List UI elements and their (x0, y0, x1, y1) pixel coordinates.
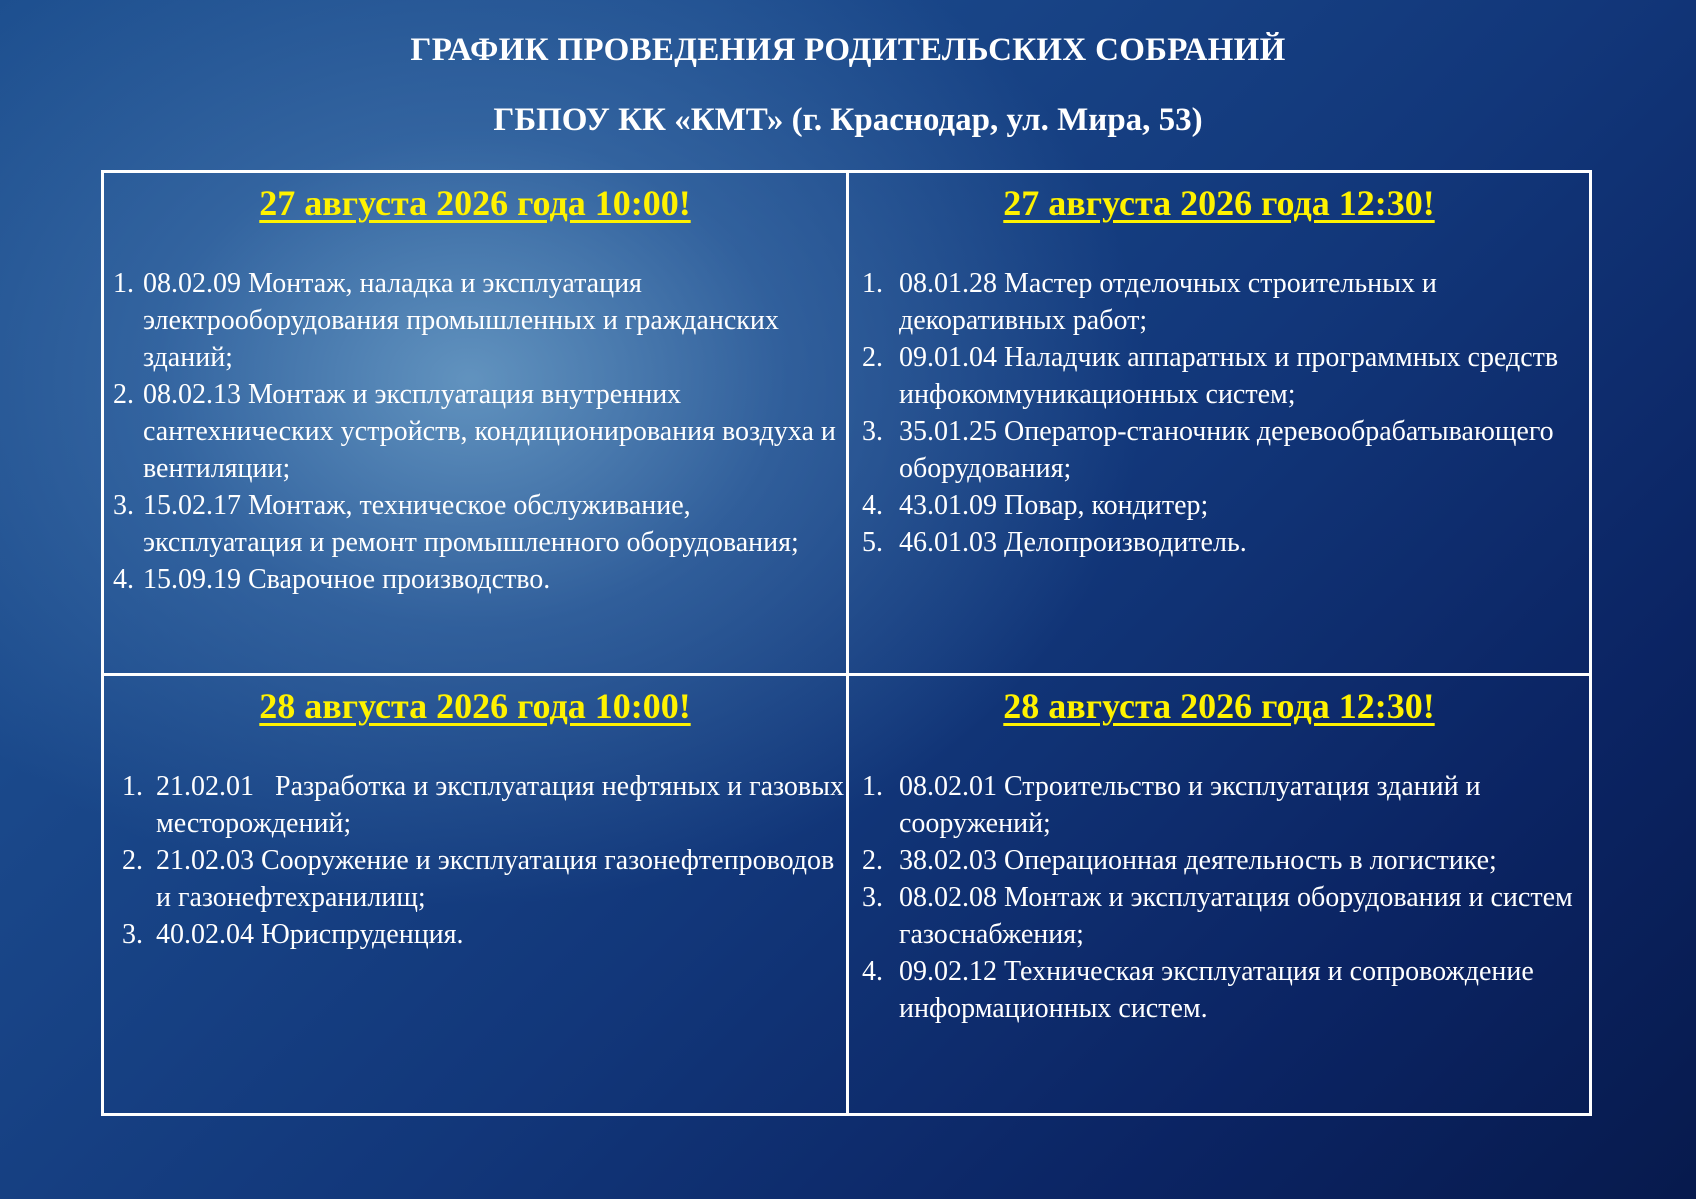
item-text: 46.01.03 Делопроизводитель. (899, 527, 1247, 558)
item-text: 15.09.19 Сварочное производство. (143, 564, 551, 595)
specialty-list (849, 768, 1589, 1027)
list-item (104, 842, 846, 916)
item-number: 1. (862, 771, 883, 802)
list-item (104, 265, 838, 376)
item-text: 40.02.04 Юриспруденция. (156, 919, 464, 950)
schedule-table (101, 170, 1592, 1116)
item-number: 2. (113, 379, 134, 410)
specialty-list (104, 265, 838, 598)
item-text: 08.02.01 Строительство и эксплуатация зданий и сооружений; (899, 771, 1481, 839)
item-number: 3. (113, 490, 134, 521)
item-number: 2. (862, 342, 883, 373)
item-number: 1. (862, 268, 883, 299)
list-item (849, 842, 1589, 879)
session-cell (849, 676, 1589, 1113)
item-text: 35.01.25 Оператор-станочник деревообрабатывающего оборудования; (899, 416, 1554, 484)
specialty-list (849, 265, 1589, 561)
specialty-list (104, 768, 851, 953)
item-text: 08.02.08 Монтаж и эксплуатация оборудования и систем газоснабжения; (899, 882, 1573, 950)
item-number: 1. (122, 771, 143, 802)
item-text: 08.02.09 Монтаж, наладка и эксплуатация электрооборудования промышленных и гражданских зданий; (143, 268, 779, 373)
header (0, 30, 1696, 140)
item-text: 09.01.04 Наладчик аппаратных и программных средств инфокоммуникационных систем; (899, 342, 1559, 410)
item-text: 09.02.12 Техническая эксплуатация и сопровождение информационных систем. (899, 956, 1534, 1024)
item-text: 08.01.28 Мастер отделочных строительных и декоративных работ; (899, 268, 1437, 336)
list-item (849, 413, 1589, 487)
list-item (104, 561, 838, 598)
item-number: 5. (862, 527, 883, 558)
item-number: 3. (862, 416, 883, 447)
list-item (849, 265, 1589, 339)
item-text: 15.02.17 Монтаж, техническое обслуживание, эксплуатация и ремонт промышленного оборудования; (143, 490, 799, 558)
session-heading: 28 августа 2026 года 12:30! (1003, 686, 1435, 726)
list-item (104, 487, 838, 561)
item-number: 4. (113, 564, 134, 595)
session-heading: 28 августа 2026 года 10:00! (259, 686, 691, 726)
list-item (104, 376, 838, 487)
item-text: 08.02.13 Монтаж и эксплуатация внутренних сантехнических устройств, кондиционирования воздуха и вентиляции; (143, 379, 836, 484)
item-number: 2. (862, 845, 883, 876)
item-number: 3. (862, 882, 883, 913)
item-number: 2. (122, 845, 143, 876)
page-title: ГРАФИК ПРОВЕДЕНИЯ РОДИТЕЛЬСКИХ СОБРАНИЙ (410, 32, 1286, 68)
list-item (849, 339, 1589, 413)
list-item (849, 524, 1589, 561)
item-text: 38.02.03 Операционная деятельность в логистике; (899, 845, 1497, 876)
list-item (849, 487, 1589, 524)
list-item (849, 768, 1589, 842)
page-subtitle: ГБПОУ КК «КМТ» (г. Краснодар, ул. Мира, 53) (493, 102, 1203, 138)
item-text: 43.01.09 Повар, кондитер; (899, 490, 1209, 521)
item-text: 21.02.01 Разработка и эксплуатация нефтяных и газовых месторождений; (156, 771, 851, 839)
list-item (849, 953, 1589, 1027)
item-text: 21.02.03 Сооружение и эксплуатация газонефтепроводов и газонефтехранилищ; (156, 845, 835, 913)
list-item (849, 879, 1589, 953)
item-number: 4. (862, 956, 883, 987)
session-cell (104, 676, 849, 1113)
item-number: 3. (122, 919, 143, 950)
item-number: 1. (113, 268, 134, 299)
item-number: 4. (862, 490, 883, 521)
session-cell (849, 173, 1589, 676)
list-item (104, 916, 846, 953)
session-heading: 27 августа 2026 года 12:30! (1003, 183, 1435, 223)
session-heading: 27 августа 2026 года 10:00! (259, 183, 691, 223)
list-item (104, 768, 851, 842)
session-cell (104, 173, 849, 676)
